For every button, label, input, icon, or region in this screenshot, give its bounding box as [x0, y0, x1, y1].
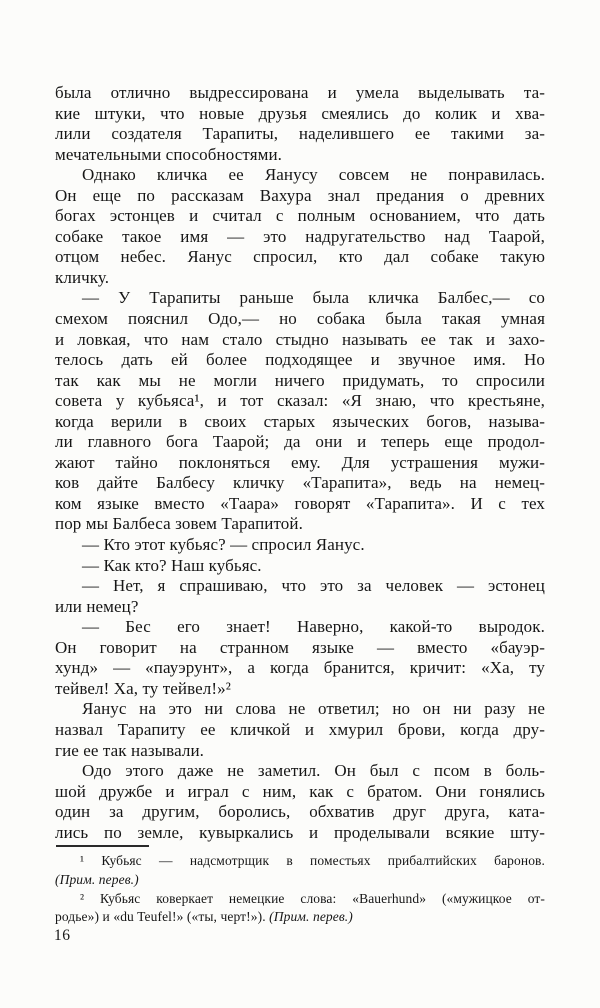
footnote-text: (Прим. перев.)	[269, 909, 353, 925]
text-line: и ловкая, что нам стало стыдно называть ее так и захо-	[55, 329, 545, 349]
text-line: кличку.	[55, 267, 110, 287]
text-line: совета у кубьяса¹, и тот сказал: «Я знаю, что крестьяне,	[55, 391, 545, 411]
text-line: жают тайно поклоняться ему. Для устрашения мужи-	[55, 452, 545, 472]
text-line: Однако кличка ее Яанусу совсем не понравилась.	[82, 165, 545, 185]
body-text	[55, 83, 545, 843]
text-line: богах эстонцев и считал с полным основанием, что дать	[55, 206, 545, 226]
text-line: так как мы не могли ничего придумать, то спросили	[55, 370, 545, 390]
footnotes	[55, 852, 545, 927]
text-line: — У Тарапиты раньше была кличка Балбес,— со	[82, 288, 545, 308]
page-number: 16	[54, 927, 71, 944]
text-line: мечательными способностями.	[55, 144, 283, 164]
text-line: когда верили в своих старых языческих богов, называ-	[55, 411, 545, 431]
text-line: Он еще по рассказам Вахура знал предания о древних	[55, 185, 545, 205]
text-line: кие штуки, что новые друзья смеялись до колик и хва-	[55, 103, 545, 123]
text-line: — Кто этот кубьяс? — спросил Яанус.	[82, 535, 365, 555]
text-line: смехом пояснил Одо,— но собака была такая умная	[55, 309, 545, 329]
text-line: пор мы Балбеса зовем Тарапитой.	[55, 514, 303, 534]
text-line: хунд» — «пауэрунт», а когда бранится, кричит: «Ха, ту	[55, 658, 545, 678]
text-line: тейвел! Ха, ту тейвел!»²	[55, 678, 231, 698]
text-line: — Бес его знает! Наверно, какой-то выродок.	[82, 617, 545, 637]
footnote-text: родье») и «du Teufel!» («ты, черт!»).	[55, 909, 270, 925]
text-line: лись по земле, кувыркались и проделывали всякие шту-	[55, 822, 545, 842]
footnote-text: ¹ Кубьяс — надсмотрщик в поместьях прибалтийских баронов.	[80, 853, 545, 868]
text-line: шой дружбе и играл с ним, как с братом. Они гонялись	[55, 781, 545, 801]
footnote-line	[55, 890, 545, 909]
text-line: ком языке вместо «Таара» говорят «Тарапита». И с тех	[55, 493, 545, 513]
text-line: назвал Тарапиту ее кличкой и хмурил брови, когда дру-	[55, 719, 545, 739]
text-line: была отлично выдрессирована и умела выделывать та-	[55, 83, 545, 102]
footnote-text: (Прим. перев.)	[55, 871, 139, 887]
text-line: отцом небес. Яанус спросил, кто дал собаке такую	[55, 247, 545, 267]
text-line: лили создателя Тарапиты, наделившего ее такими за-	[55, 124, 545, 144]
footnote-text: ² Кубьяс коверкает немецкие слова: «Bauerhund» («мужицкое от-	[80, 890, 545, 906]
text-line: ли главного бога Таарой; да они и теперь еще продол-	[55, 432, 545, 452]
footnote-line	[55, 871, 545, 890]
footnote-line	[55, 908, 545, 927]
text-line: телось дать ей более подходящее и звучное имя. Но	[55, 350, 545, 370]
text-line: — Как кто? Наш кубьяс.	[82, 555, 262, 575]
text-line: ков дайте Балбесу кличку «Тарапита», ведь на немец-	[55, 473, 545, 493]
text-line: Он говорит на странном языке — вместо «бауэр-	[55, 637, 545, 657]
text-line: или немец?	[55, 596, 139, 616]
text-line: Одо этого даже не заметил. Он был с псом в боль-	[82, 761, 545, 781]
footnote-rule	[56, 845, 149, 847]
text-line: — Нет, я спрашиваю, что это за человек — эстонец	[82, 576, 545, 596]
footnote-line	[55, 852, 545, 871]
text-line: один за другим, боролись, обхватив друг друга, ката-	[55, 802, 545, 822]
text-line: гие ее так называли.	[55, 740, 205, 760]
text-line: Яанус на это ни слова не ответил; но он ни разу не	[82, 699, 545, 719]
text-line: собаке такое имя — это надругательство над Таарой,	[55, 226, 545, 246]
